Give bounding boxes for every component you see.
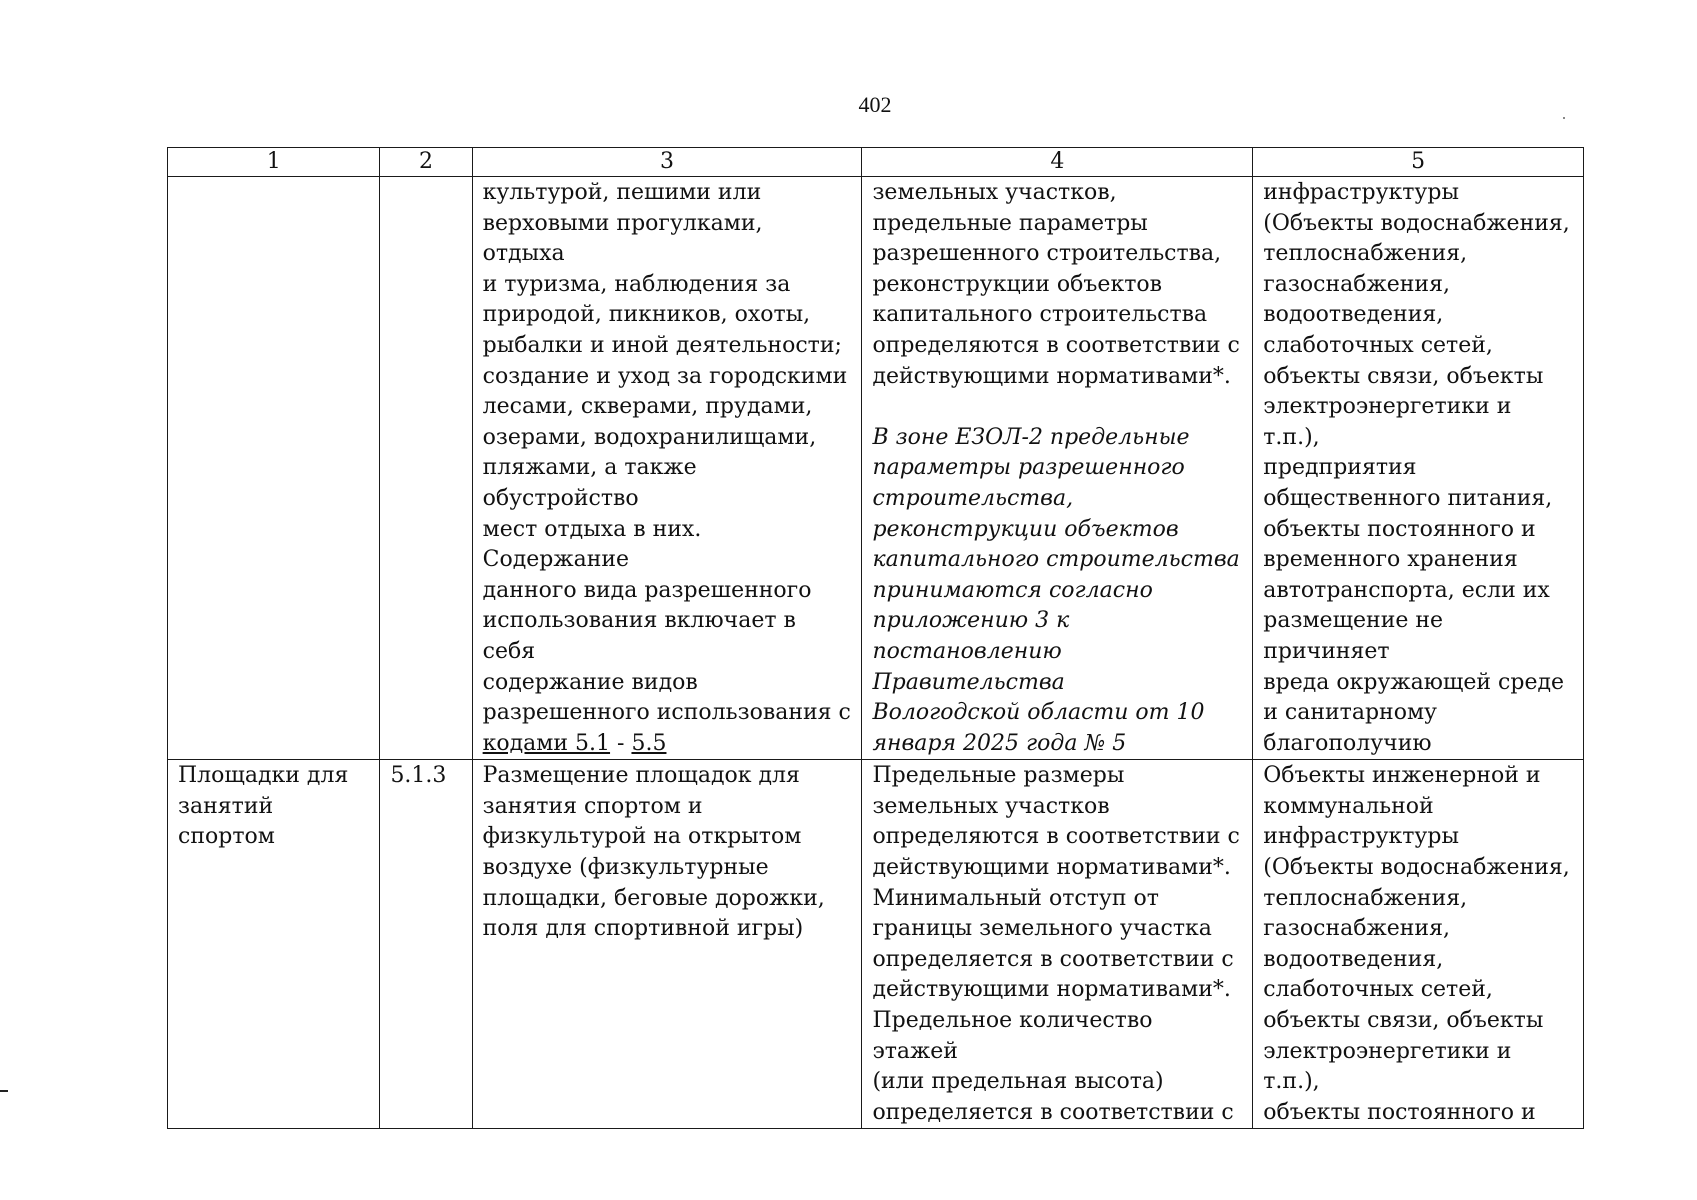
land-use-description-cell: Размещение площадок для занятия спортом и физкультурой на открытом воздухе (физкультурные площадки, беговые дорожки, поля для спортивной игры) — [472, 760, 862, 1129]
parameters-text: земельных участков, предельные параметры разрешенного строительства, реконструкции объектов капитального строительства определяются в соответствии с действующими нормативами*. — [872, 180, 1240, 389]
description-text: культурой, пешими или верховыми прогулками, отдыха и туризма, наблюдения за природой, пикников, охоты, рыбалки и иной деятельности; создание и уход за городскими лесами, скверами, прудами, озерами, водохранилищами, пляжами, а также обустройство мест отдыха в них. Содержание данного вида разрешенного использования включает в себя содержание видов разрешенного использования с — [482, 180, 851, 726]
code-link-5-1[interactable]: кодами 5.1 — [482, 730, 611, 756]
code-link-5-5[interactable]: 5.5 — [631, 730, 667, 756]
table-row-continuation — [168, 177, 1584, 760]
auxiliary-uses-cell: Объекты инженерной и коммунальной инфраструктуры (Объекты водоснабжения, теплоснабжения, газоснабжения, водоотведения, слаботочных сетей, объекты связи, объекты электроэнергетики и т.п.), объекты постоянного и — [1253, 760, 1584, 1129]
header-cell-5: 5 — [1253, 148, 1584, 177]
code-range-separator: - — [610, 730, 632, 756]
scan-speck — [1563, 117, 1565, 119]
header-cell-2: 2 — [380, 148, 472, 177]
ezol-2-note: В зоне ЕЗОЛ-2 предельные параметры разрешенного строительства, реконструкции объектов капитального строительства принимаются согласно приложению 3 к постановлению Правительства Вологодской области от 10 января 2025 года № 5 — [872, 424, 1240, 756]
land-use-code-cell — [380, 177, 472, 760]
land-use-table — [167, 147, 1584, 1129]
table-row-sport-grounds — [168, 760, 1584, 1129]
land-use-code-cell: 5.1.3 — [380, 760, 472, 1129]
land-use-name-cell — [168, 177, 380, 760]
margin-mark — [0, 1090, 8, 1092]
header-cell-4: 4 — [862, 148, 1253, 177]
header-cell-3: 3 — [472, 148, 862, 177]
land-use-name-cell: Площадки для занятий спортом — [168, 760, 380, 1129]
page-number: 402 — [858, 92, 892, 117]
parameters-cell: Предельные размеры земельных участков определяются в соответствии с действующими нормативами*. Минимальный отступ от границы земельного участка определяется в соответствии с действующими нормативами*. Предельное количество этажей (или предельная высота) определяется в соответствии с — [862, 760, 1253, 1129]
table-header-row — [168, 148, 1584, 177]
land-use-description-cell — [472, 177, 862, 760]
header-cell-1: 1 — [168, 148, 380, 177]
auxiliary-uses-cell: инфраструктуры (Объекты водоснабжения, теплоснабжения, газоснабжения, водоотведения, слаботочных сетей, объекты связи, объекты электроэнергетики и т.п.), предприятия общественного питания, объекты постоянного и временного хранения автотранспорта, если их размещение не причиняет вреда окружающей среде и санитарному благополучию — [1253, 177, 1584, 760]
parameters-cell — [862, 177, 1253, 760]
